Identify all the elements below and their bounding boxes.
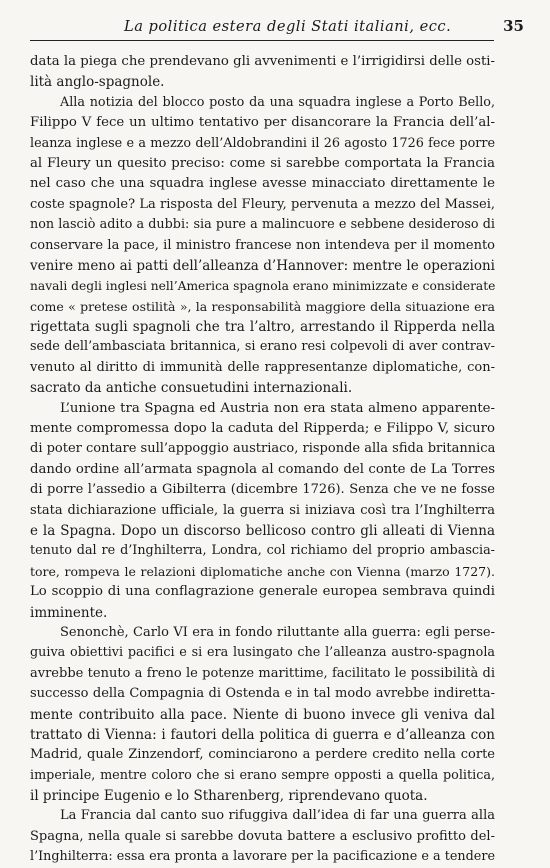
paragraph [30,623,495,807]
paragraph [30,806,495,867]
text-line: trattato di Vienna: i fautori della politica di guerra e d’alleanza con [30,726,495,743]
text-line: il principe Eugenio e lo Stharenberg, riprendevano quota. [30,788,428,805]
text-line: sede dell’ambasciata britannica, si erano resi colpevoli di aver contrav- [30,339,495,355]
paragraph [30,52,495,93]
text-line: lità anglo-spagnole. [30,74,165,91]
text-line: e la Spagna. Dopo un discorso bellicoso contro gli alleati di Vienna [30,522,495,539]
text-line: di poter contare sull’appoggio austriaco, risponde alla sfida britannica [30,441,496,457]
text-line: avrebbe tenuto a freno le potenze marittime, facilitato le possibilità di [30,665,495,681]
text-line: guiva obiettivi pacifici e si era lusingato che l’alleanza austro-spagnola [30,645,495,661]
text-line: Madrid, quale Zinzendorf, cominciarono a perdere credito nella corte [30,747,495,763]
text-line: tore, rompeva le relazioni diplomatiche anche con Vienna (marzo 1727). [30,563,495,579]
text-line: di porre l’assedio a Gibilterra (dicembre 1726). Senza che ve ne fosse [30,482,495,498]
text-line: l’Inghilterra: essa era pronta a lavorare per la pacificazione e a tendere [30,849,495,865]
text-line: conservare la pace, il ministro francese non intendeva per il momento [30,237,495,253]
text-line: coste spagnole? La risposta del Fleury, pervenuta a mezzo del Massei, [30,196,495,212]
text-line: La Francia dal canto suo rifuggiva dall’idea di far una guerra alla [60,808,495,824]
page-header [30,14,524,41]
text-line: Filippo V fece un ultimo tentativo per disancorare la Francia dell’al- [30,115,495,131]
text-line: dando ordine all’armata spagnola al comando del conte de La Torres [30,461,495,477]
text-line: come « pretese ostilità », la responsabilità maggiore della situazione era [30,298,495,314]
paragraph [30,93,495,399]
text-line: venuto al diritto di immunità delle rappresentanze diplomatiche, con- [30,359,495,375]
text-line: Alla notizia del blocco posto da una squadra inglese a Porto Bello, [60,94,495,110]
text-line: nel caso che una squadra inglese avesse minacciato direttamente le [30,176,495,192]
text-line: mente compromessa dopo la caduta del Ripperda; e Filippo V, sicuro [30,421,495,437]
text-line: data la piega che prendevano gli avvenimenti e l’irrigidirsi delle osti- [30,54,495,69]
body-text [30,52,495,868]
text-line: Lo scoppio di una conflagrazione generale europea sembrava quindi [30,584,495,600]
text-line: leanza inglese e a mezzo dell’Aldobrandini il 26 agosto 1726 fece porre [30,135,495,151]
text-line: navali degli inglesi nell’America spagnola erano minimizzate e considerate [30,279,496,294]
text-line: imperiale, mentre coloro che si erano sempre opposti a quella politica, [30,767,495,783]
text-line: Senonchè, Carlo VI era in fondo riluttante alla guerra: egli perse- [60,624,495,640]
text-line: mente contribuito alla pace. Niente di buono invece gli veniva dal [30,706,495,723]
text-line: successo della Compagnia di Ostenda e in tal modo avrebbe indiretta- [30,686,495,702]
text-line: L’unione tra Spagna ed Austria non era stata almeno apparente- [60,400,495,416]
text-line: non lasciò adito a dubbi: sia pure a malincuore e sebbene desideroso di [30,217,495,233]
paragraph [30,399,495,623]
text-line: venire meno ai patti dell’alleanza d’Hannover: mentre le operazioni [30,257,495,274]
running-title: La politica estera degli Stati italiani, ecc. [124,18,452,35]
text-line: stata dichiarazione ufficiale, la guerra si iniziava così tra l’Inghilterra [30,502,495,518]
page-number: 35 [503,17,524,35]
text-line: Spagna, nella quale si sarebbe dovuta battere a esclusivo profitto del- [30,828,495,844]
text-line: al Fleury un quesito preciso: come si sarebbe comportata la Francia [30,155,495,171]
text-line: sacrato da antiche consuetudini internazionali. [30,380,353,397]
text-line: tenuto dal re d’Inghilterra, Londra, col richiamo del proprio ambascia- [30,543,495,559]
text-line: imminente. [30,604,108,621]
text-line: rigettata sugli spagnoli che tra l’altro, arrestando il Ripperda nella [30,319,495,336]
